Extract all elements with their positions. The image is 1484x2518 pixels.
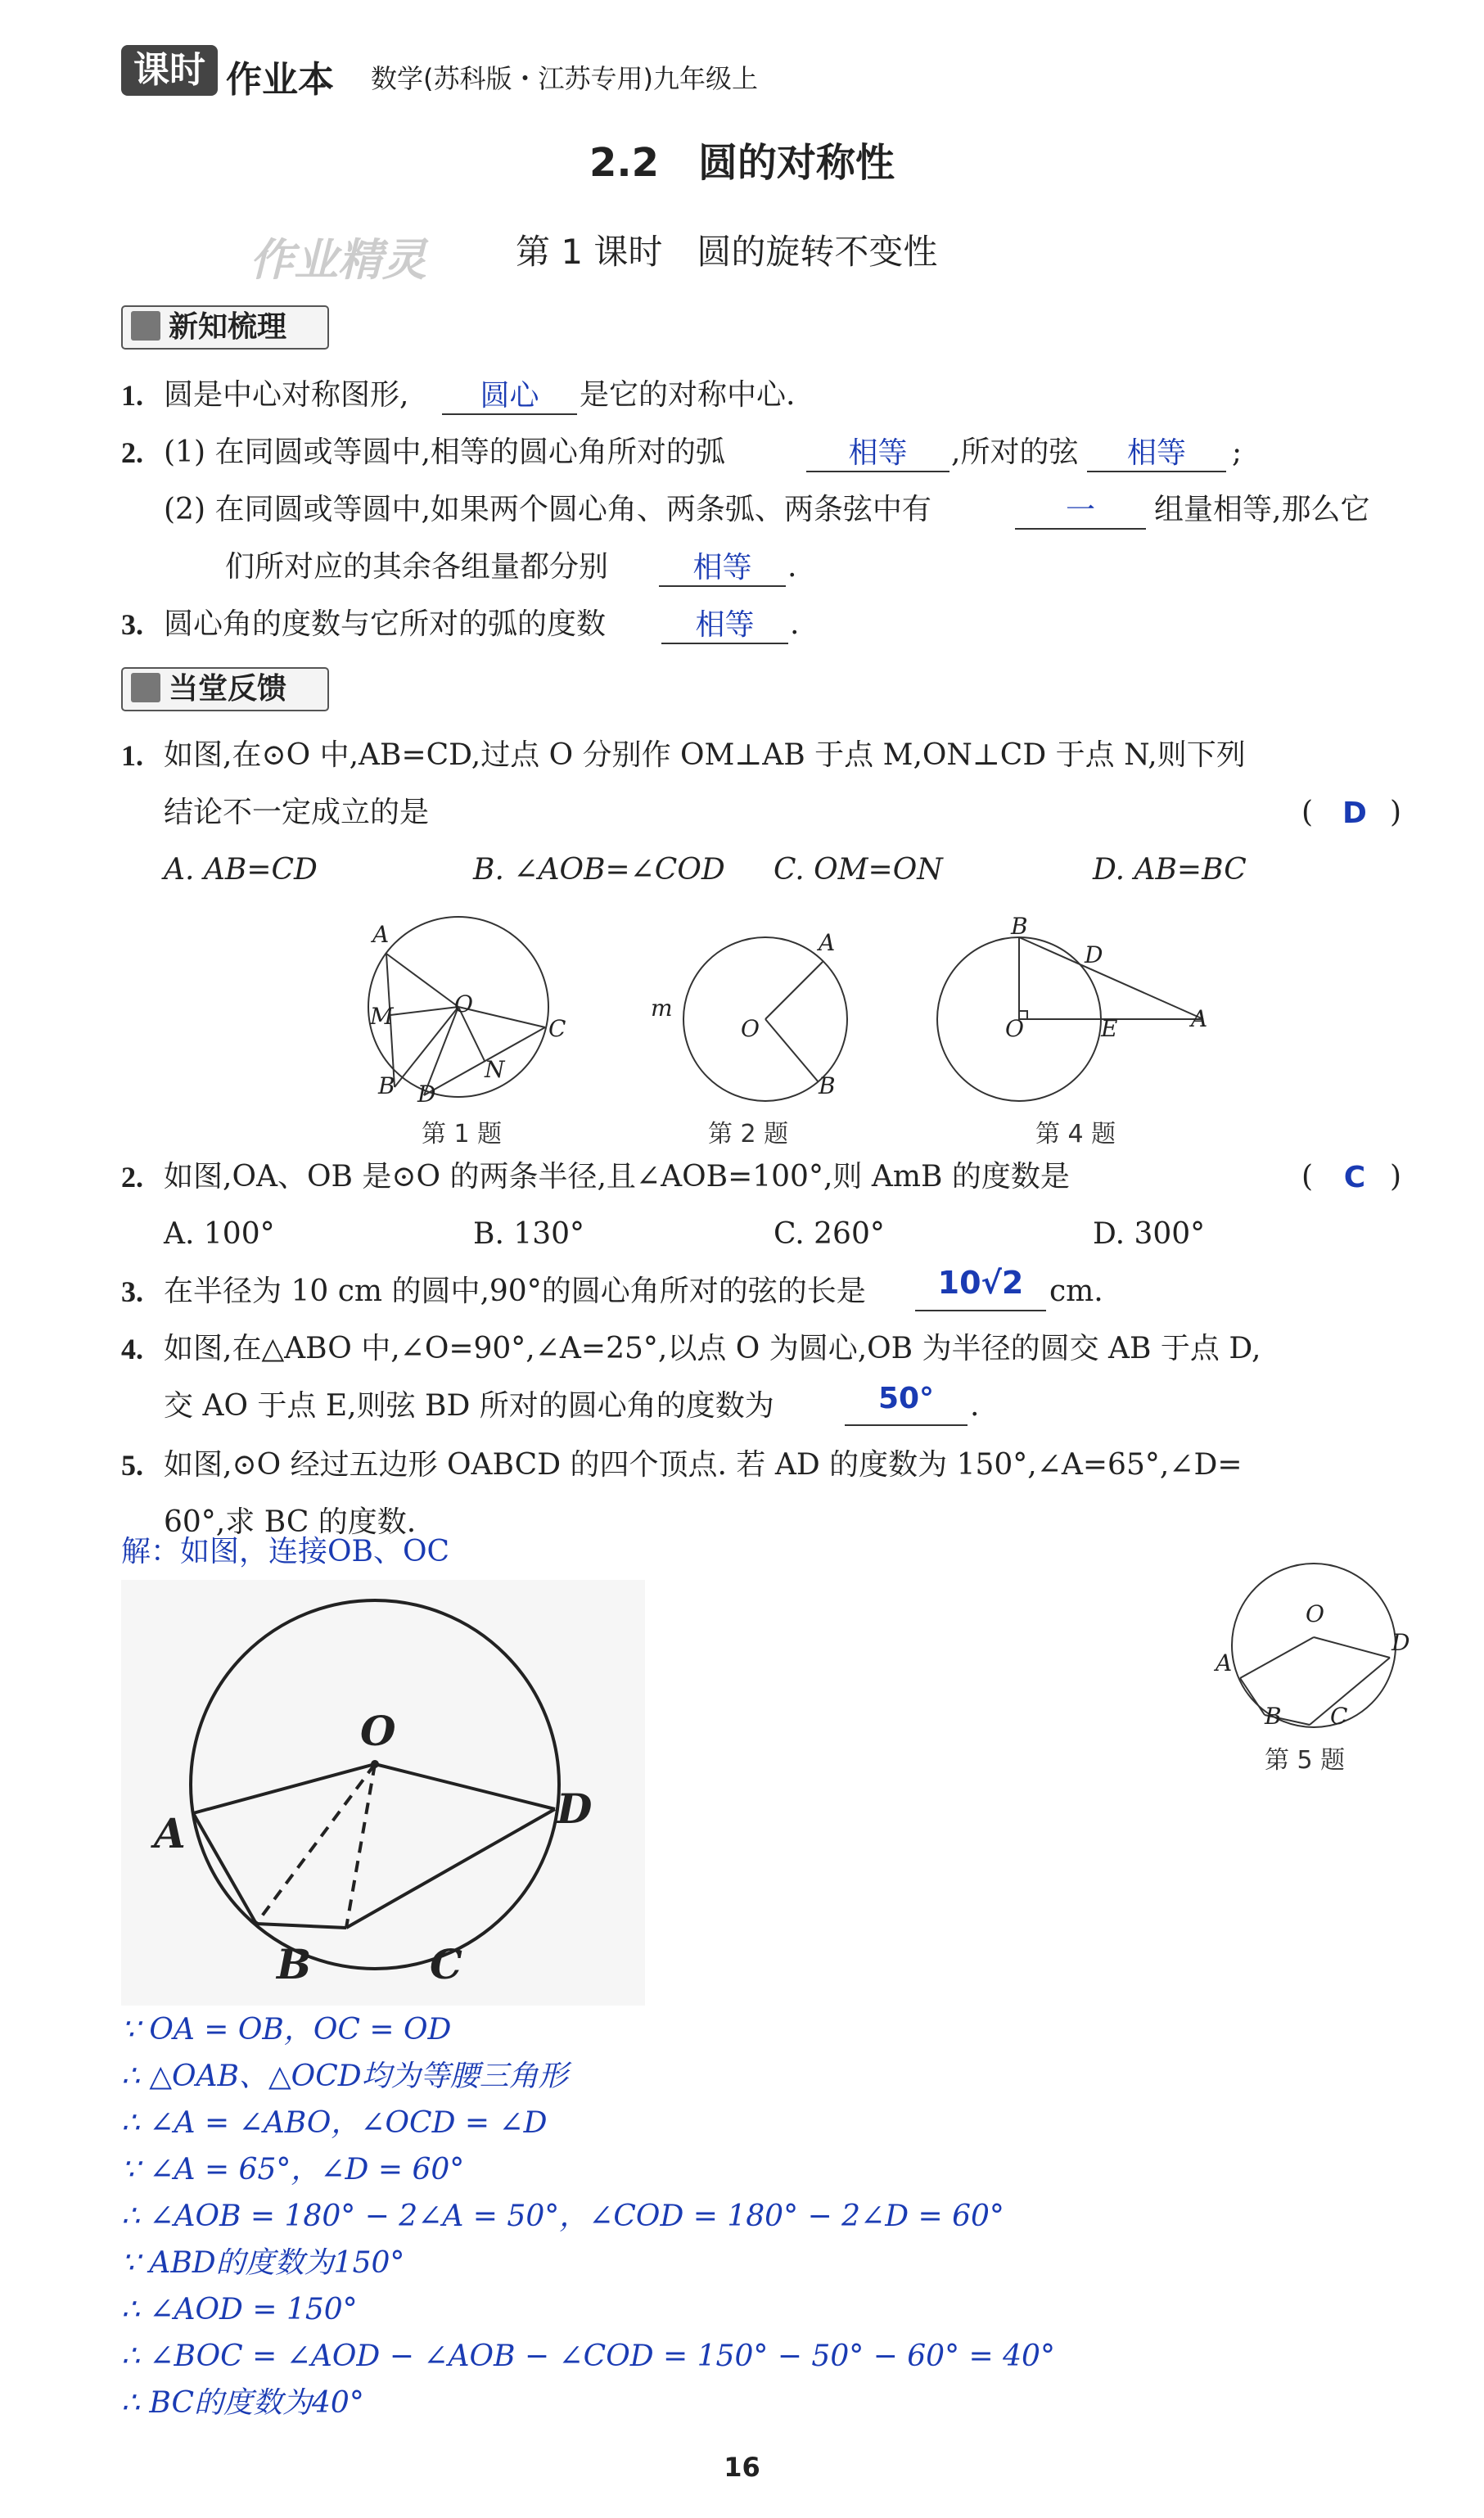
part1-heading-label: 新知梳理 (169, 310, 287, 344)
q-text: 们所对应的其余各组量都分别 (225, 550, 609, 584)
solution-line: ∴ △OAB、△OCD均为等腰三角形 (121, 2060, 568, 2093)
fig4-caption: 第 4 题 (1035, 1120, 1116, 1148)
q-num: 3. (121, 608, 143, 641)
option: B. 130° (473, 1217, 585, 1251)
solution-line: ∴ ∠AOD = 150° (121, 2293, 358, 2326)
fig2-caption: 第 2 题 (708, 1120, 789, 1148)
sol-fig-label: D (557, 1785, 593, 1833)
fig1-label: C (548, 1015, 566, 1042)
fig5-label: B (1265, 1703, 1282, 1730)
q-text: 是它的对称中心. (580, 378, 796, 412)
q-text: cm. (1049, 1275, 1103, 1308)
q-num: 4. (121, 1333, 143, 1365)
answer: 相等 (1126, 436, 1186, 470)
part2-heading (121, 667, 329, 711)
option: C. OM=ON (774, 853, 943, 887)
q-text: (2) 在同圆或等圆中,如果两个圆心角、两条弧、两条弦中有 (164, 493, 931, 526)
answer: 一 (1065, 494, 1095, 527)
fig1-label: N (485, 1056, 505, 1083)
q-text: (1) 在同圆或等圆中,相等的圆心角所对的弧 (164, 435, 725, 469)
answer: 50° (877, 1382, 935, 1415)
fig2-label: O (741, 1015, 760, 1042)
header-logo: 课时 (121, 45, 218, 96)
fig5-label: C (1330, 1703, 1348, 1730)
q-text: 圆是中心对称图形, (164, 378, 409, 412)
answer: 圆心 (480, 379, 539, 413)
lesson-title: 第 1 课时 圆的旋转不变性 (516, 232, 938, 272)
q-text: . (787, 550, 797, 584)
solution-line: ∴ BC的度数为40° (121, 2386, 364, 2420)
q-num: 2. (121, 1161, 143, 1194)
fig2-label: m (651, 995, 673, 1022)
part2-heading-label: 当堂反馈 (169, 672, 287, 706)
answer: 相等 (692, 551, 752, 584)
fig1-label: A (372, 921, 390, 948)
solution-line: ∴ ∠A = ∠ABO，∠OCD = ∠D (121, 2106, 548, 2140)
figure-4 (933, 925, 1228, 1113)
solution-line: ∴ ∠AOB = 180° − 2∠A = 50°，∠COD = 180° − 2∠D = 60° (121, 2200, 1004, 2233)
q-text: 圆心角的度数与它所对的弧的度数 (164, 607, 607, 641)
fig2-label: A (819, 929, 836, 956)
notebook-icon (131, 311, 160, 341)
solution-line: ∵ OA = OB，OC = OD (121, 2013, 452, 2046)
part1-heading (121, 305, 329, 350)
option: C. 260° (774, 1217, 885, 1251)
q-text: ; (1232, 435, 1243, 469)
fig5-label: A (1216, 1649, 1233, 1676)
answer: D (1342, 796, 1367, 830)
fig1-label: O (454, 991, 473, 1018)
q-text: 组量相等,那么它 (1154, 493, 1370, 526)
q-text: 如图,OA、OB 是⊙O 的两条半径,且∠AOB=100°,则 AmB 的度数是 (164, 1160, 1070, 1194)
fig4-label: B (1011, 913, 1028, 940)
solution-line: ∴ ∠BOC = ∠AOD − ∠AOB − ∠COD = 150° − 50° − 60° = 40° (121, 2340, 1055, 2373)
sol-fig-label: O (360, 1707, 396, 1755)
figure-5 (1220, 1559, 1408, 1740)
fig4-label: A (1191, 1005, 1208, 1032)
answer: 相等 (848, 436, 908, 470)
q-text: 如图,在⊙O 中,AB=CD,过点 O 分别作 OM⊥AB 于点 M,ON⊥CD 于点 N,则下列 (164, 738, 1246, 772)
q-text: 交 AO 于点 E,则弦 BD 所对的圆心角的度数为 (164, 1389, 774, 1423)
answer: C (1343, 1161, 1366, 1194)
q-text: 如图,⊙O 经过五边形 OABCD 的四个顶点. 若 AD 的度数为 150°,∠A=65°,∠D= (164, 1448, 1243, 1482)
answer: 10√2 (937, 1265, 1024, 1301)
fig4-label: O (1005, 1015, 1024, 1042)
option: A. AB=CD (164, 853, 318, 887)
fig1-label: B (378, 1072, 395, 1099)
page-number: 16 (724, 2452, 760, 2483)
option: D. AB=BC (1093, 853, 1247, 887)
option: D. 300° (1093, 1217, 1206, 1251)
q-num: 1. (121, 739, 143, 772)
sol-fig-label: C (430, 1940, 462, 1988)
fig5-label: O (1306, 1600, 1324, 1627)
sol-fig-label: A (154, 1809, 186, 1857)
watermark: 作业精灵 (250, 234, 426, 286)
q-text: 如图,在△ABO 中,∠O=90°,∠A=25°,以点 O 为圆心,OB 为半径的圆交 AB 于点 D, (164, 1332, 1261, 1365)
fig2-label: B (819, 1072, 836, 1099)
solution-intro: 解：如图，连接OB、OC (121, 1535, 450, 1568)
header-subtitle: 数学(苏科版・江苏专用)九年级上 (371, 63, 758, 94)
q-text: 60°,求 BC 的度数. (164, 1505, 417, 1539)
q-text: . (970, 1389, 980, 1423)
fig1-label: D (417, 1081, 436, 1108)
answer: 相等 (695, 608, 755, 642)
q-text: ,所对的弦 (951, 435, 1079, 469)
header (121, 45, 858, 102)
pencil-icon (131, 673, 160, 702)
option: B. ∠AOB=∠COD (473, 853, 725, 887)
q-num: 2. (121, 436, 143, 469)
option: A. 100° (164, 1217, 275, 1251)
fig5-caption: 第 5 题 (1265, 1746, 1346, 1775)
q-text: 在半径为 10 cm 的圆中,90°的圆心角所对的弦的长是 (164, 1275, 866, 1308)
fig4-label: D (1085, 941, 1103, 968)
q-num: 3. (121, 1275, 143, 1308)
q-num: 1. (121, 379, 143, 412)
solution-line: ∵ ∠A = 65°，∠D = 60° (121, 2153, 465, 2186)
header-book-title: 作业本 (226, 59, 334, 101)
q-text: . (790, 607, 800, 641)
sol-fig-label: B (277, 1940, 312, 1988)
section-title: 2.2 圆的对称性 (589, 140, 895, 186)
q-num: 5. (121, 1449, 143, 1482)
fig1-caption: 第 1 题 (422, 1120, 503, 1148)
fig4-label: E (1101, 1015, 1118, 1042)
fig5-label: D (1392, 1629, 1410, 1656)
solution-line: ∵ ABD的度数为150° (121, 2246, 405, 2280)
fig1-label: M (370, 1003, 394, 1030)
q-text: 结论不一定成立的是 (164, 796, 430, 829)
